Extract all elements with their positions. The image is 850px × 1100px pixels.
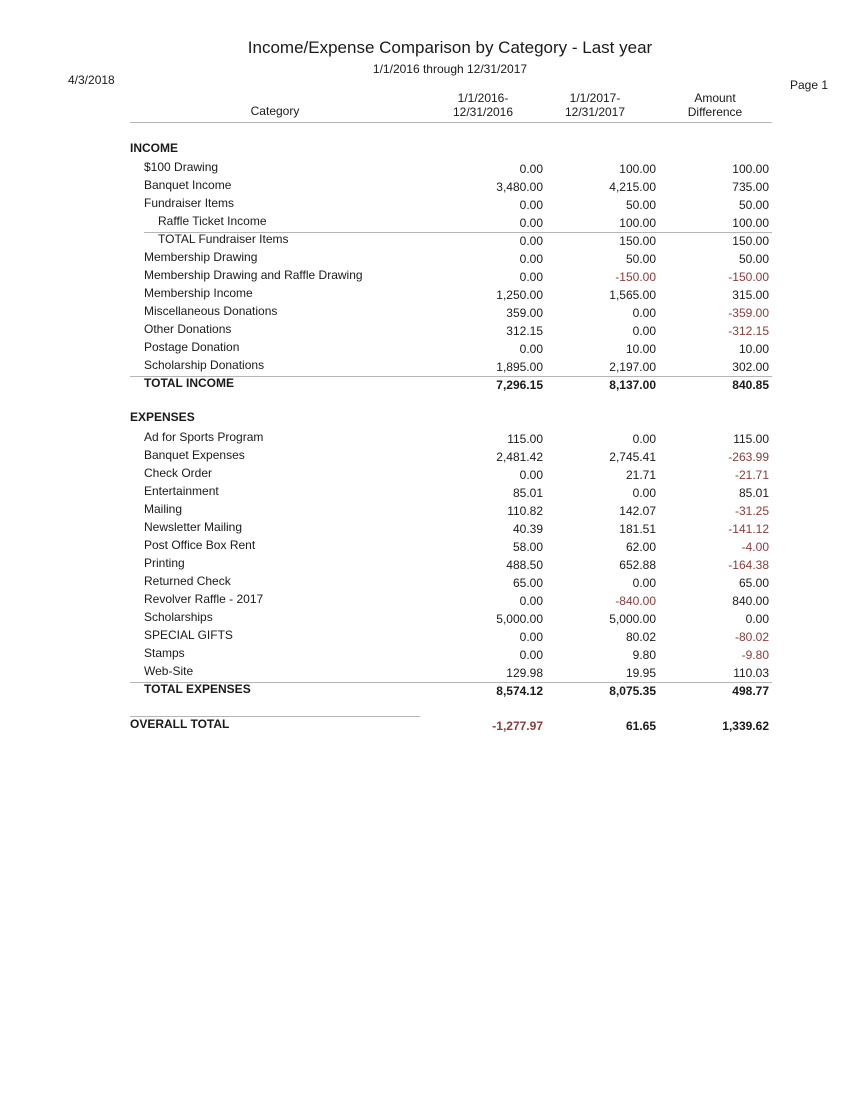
income-label: Membership Income [144,286,253,300]
expense-value-2017: 9.80 [632,648,656,662]
expense-value-2017: 0.00 [632,576,656,590]
column-header-2017 [530,91,660,119]
expense-row [0,556,850,572]
income-value-difference: 10.00 [738,342,769,356]
income-value-difference: -312.15 [728,324,769,338]
income-value-2016: 312.15 [506,324,543,338]
income-row [0,340,850,356]
expense-row [0,592,850,608]
expense-label: Mailing [144,502,183,516]
column-header-2016-start: 1/1/2016- [457,91,509,105]
expense-value-2016: 0.00 [519,468,543,482]
expense-label: Check Order [144,466,213,480]
expense-value-2016: 0.00 [519,594,543,608]
expense-row [0,574,850,590]
column-header-2016-end: 12/31/2016 [452,105,514,119]
income-row [0,358,850,374]
column-header-difference-label: Difference [687,105,743,119]
expense-value-2017: 80.02 [625,630,656,644]
income-value-2017: 150.00 [619,234,656,248]
income-label: Banquet Income [144,178,232,192]
overall-total-row [0,717,850,733]
expense-row [0,538,850,554]
expense-value-2017: 5,000.00 [609,612,656,626]
expense-row [0,646,850,662]
expense-value-2017: 21.71 [625,468,656,482]
overall-total-2017: 61.65 [625,719,656,733]
column-header-difference [650,91,780,119]
income-value-difference: 315.00 [732,288,769,302]
expense-row [0,502,850,518]
expense-label: Banquet Expenses [144,448,245,462]
income-label: Postage Donation [144,340,240,354]
column-header-difference-amount: Amount [694,91,736,105]
column-header-2016 [418,91,548,119]
income-value-2017: 0.00 [632,306,656,320]
income-value-difference: 100.00 [732,216,769,230]
expense-row [0,628,850,644]
income-value-2017: 50.00 [625,198,656,212]
expense-total-row [0,682,850,698]
expense-value-2017: 62.00 [625,540,656,554]
income-value-2016: 0.00 [519,342,543,356]
expense-value-difference: 840.00 [732,594,769,608]
expense-label: Stamps [144,646,185,660]
income-value-2017: -150.00 [615,270,656,284]
column-header-2017-start: 1/1/2017- [569,91,621,105]
expense-value-2016: 110.82 [507,504,543,518]
expense-label: Entertainment [144,484,219,498]
income-value-2016: 1,895.00 [496,360,543,374]
expense-row [0,610,850,626]
expense-value-difference: -263.99 [728,450,769,464]
income-row [0,250,850,266]
income-value-2017: 2,197.00 [609,360,656,374]
expense-row [0,466,850,482]
expense-label: Scholarships [144,610,213,624]
expense-value-2017: 142.07 [619,504,656,518]
expense-label: SPECIAL GIFTS [144,628,233,642]
income-label: Raffle Ticket Income [158,214,267,228]
expense-row [0,448,850,464]
expense-value-2016: 0.00 [519,630,543,644]
income-value-2017: 100.00 [619,216,656,230]
expense-total-label: TOTAL EXPENSES [144,682,251,696]
expense-value-difference: -4.00 [741,540,769,554]
income-row [0,304,850,320]
income-row [0,268,850,284]
income-value-difference: 735.00 [732,180,769,194]
income-value-difference: 100.00 [732,162,769,176]
income-row [0,286,850,302]
expense-value-2016: 129.98 [506,666,543,680]
income-row [0,160,850,176]
expense-row [0,520,850,536]
income-value-2017: 4,215.00 [609,180,656,194]
expense-row [0,484,850,500]
income-value-2017: 50.00 [625,252,656,266]
income-value-2016: 359.00 [506,306,543,320]
income-total-row [0,376,850,392]
income-value-2016: 0.00 [519,216,543,230]
income-total-value-2017: 8,137.00 [609,378,656,392]
income-value-2017: 0.00 [632,324,656,338]
expense-value-2016: 5,000.00 [496,612,543,626]
income-value-2016: 0.00 [519,252,543,266]
report-title: Income/Expense Comparison by Category - Last year [247,38,653,57]
expense-value-2016: 2,481.42 [496,450,543,464]
income-total-value-difference: 840.85 [732,378,769,392]
income-value-2016: 1,250.00 [496,288,543,302]
income-label: Miscellaneous Donations [144,304,278,318]
expense-row [0,664,850,680]
income-value-2016: 0.00 [519,198,543,212]
income-value-2016: 0.00 [519,162,543,176]
expenses-heading: EXPENSES [130,410,195,424]
expense-value-difference: -31.25 [734,504,769,518]
expense-label: Ad for Sports Program [144,430,264,444]
expense-value-difference: -21.71 [734,468,769,482]
income-value-difference: -359.00 [728,306,769,320]
page-number: Page 1 [790,78,829,92]
expense-label: Post Office Box Rent [144,538,256,552]
column-header-2017-end: 12/31/2017 [564,105,626,119]
income-value-2017: 100.00 [619,162,656,176]
income-row [0,232,850,248]
income-label: Membership Drawing [144,250,258,264]
income-value-difference: -150.00 [728,270,769,284]
income-label: Fundraiser Items [144,196,235,210]
expense-value-2016: 65.00 [512,576,543,590]
expense-value-2017: 0.00 [632,432,656,446]
income-value-difference: 50.00 [738,198,769,212]
expense-value-difference: 65.00 [738,576,769,590]
expense-value-difference: -80.02 [734,630,769,644]
expense-label: Returned Check [144,574,231,588]
column-header-category: Category [250,104,300,118]
expense-label: Web-Site [144,664,194,678]
income-heading: INCOME [130,141,178,155]
print-date: 4/3/2018 [68,73,115,87]
income-total-value-2016: 7,296.15 [496,378,543,392]
report-subtitle: 1/1/2016 through 12/31/2017 [372,62,528,76]
expense-value-difference: 85.01 [738,486,769,500]
expense-value-2016: 0.00 [519,648,543,662]
income-value-2017: 1,565.00 [609,288,656,302]
expense-total-value-2016: 8,574.12 [496,684,543,698]
income-value-difference: 50.00 [738,252,769,266]
income-total-label: TOTAL INCOME [144,376,234,390]
expense-value-2016: 58.00 [512,540,543,554]
overall-total-2016: -1,277.97 [492,719,543,733]
income-value-difference: 150.00 [732,234,769,248]
income-label: Membership Drawing and Raffle Drawing [144,268,363,282]
expense-label: Printing [144,556,185,570]
overall-total-difference: 1,339.62 [722,719,769,733]
overall-total-label: OVERALL TOTAL [130,717,230,731]
expense-value-difference: 115.00 [733,432,769,446]
expense-value-difference: 110.03 [733,666,769,680]
expense-value-2016: 115.00 [507,432,543,446]
income-row [0,196,850,212]
expense-label: Newsletter Mailing [144,520,243,534]
income-label: Other Donations [144,322,232,336]
income-label: $100 Drawing [144,160,219,174]
income-value-2016: 0.00 [519,270,543,284]
expense-value-2017: -840.00 [615,594,656,608]
expense-value-difference: -164.38 [728,558,769,572]
expense-label: Revolver Raffle - 2017 [144,592,264,606]
income-row [0,322,850,338]
expense-row [0,430,850,446]
income-label: TOTAL Fundraiser Items [158,232,289,246]
expense-value-2016: 40.39 [512,522,543,536]
expense-value-2016: 488.50 [506,558,543,572]
expense-value-difference: -141.12 [728,522,769,536]
expense-value-2017: 0.00 [632,486,656,500]
expense-value-difference: 0.00 [745,612,769,626]
expense-value-difference: -9.80 [741,648,769,662]
income-value-2017: 10.00 [625,342,656,356]
expense-value-2017: 181.51 [619,522,656,536]
income-value-2016: 0.00 [519,234,543,248]
income-value-difference: 302.00 [732,360,769,374]
expense-total-value-2017: 8,075.35 [609,684,656,698]
expense-value-2017: 19.95 [625,666,656,680]
expense-value-2017: 652.88 [619,558,656,572]
expense-total-value-difference: 498.77 [732,684,769,698]
expense-value-2016: 85.01 [512,486,543,500]
income-row [0,178,850,194]
income-label: Scholarship Donations [144,358,265,372]
income-value-2016: 3,480.00 [496,180,543,194]
expense-value-2017: 2,745.41 [609,450,656,464]
header-rule [130,122,772,123]
income-row [0,214,850,230]
